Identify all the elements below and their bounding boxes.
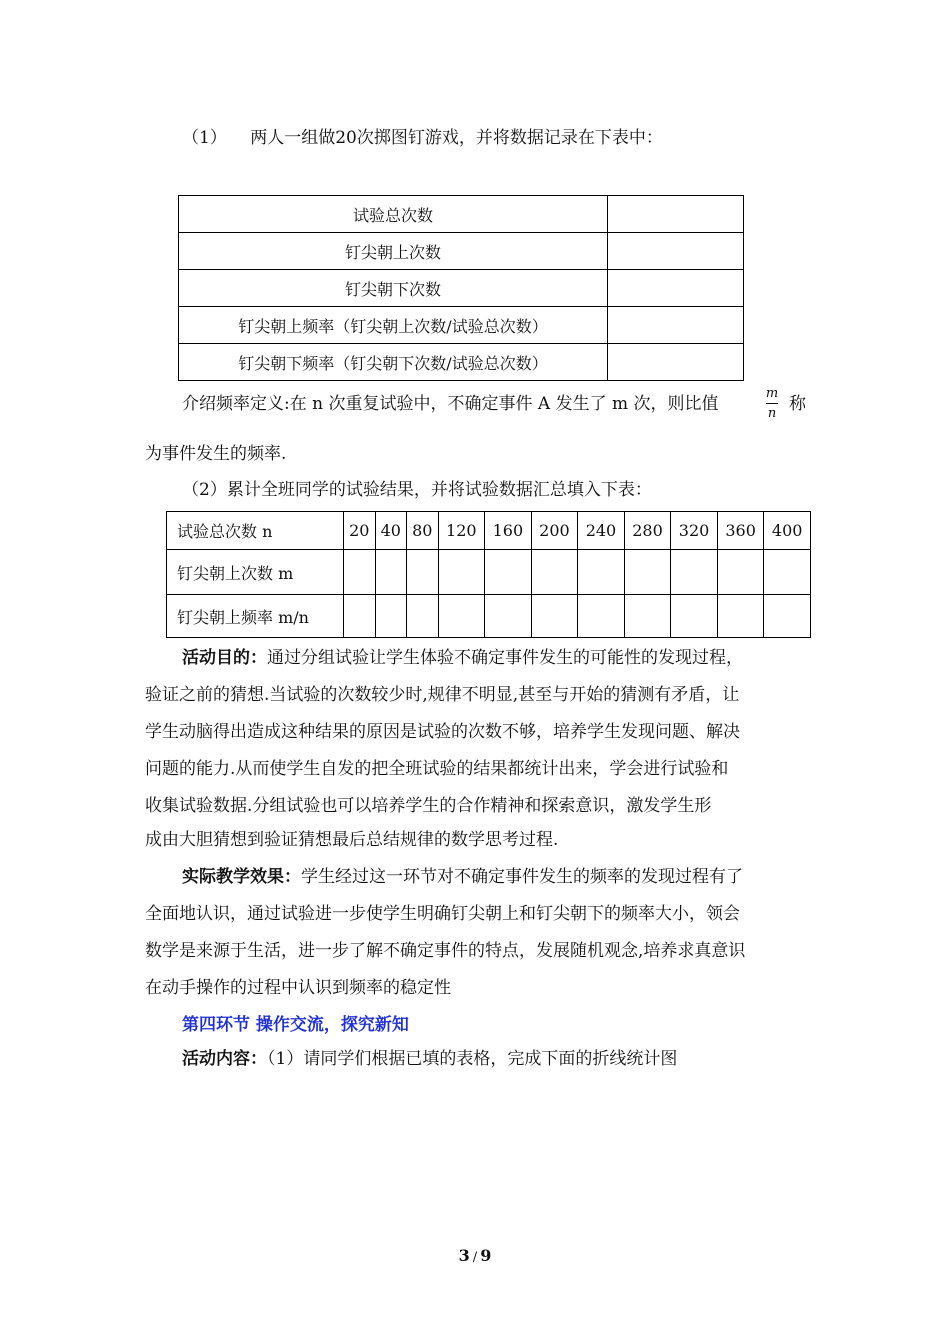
table2-value-cell: 120 (438, 512, 485, 550)
table1-row-label: 钉尖朝上次数 (179, 233, 608, 270)
page-separator: / (472, 1250, 478, 1265)
table-row (179, 307, 744, 344)
activity-text: （1）请同学们根据已填的表格，完成下面的折线统计图 (267, 1049, 678, 1069)
section2-line: （2）累计全班同学的试验结果，并将试验数据汇总填入下表： (182, 480, 652, 500)
fraction-numerator: m (765, 386, 779, 401)
table2-input-cell[interactable] (764, 595, 811, 638)
definition-line1 (182, 394, 719, 414)
table2-input-cell[interactable] (717, 595, 764, 638)
fraction-denominator: n (767, 406, 777, 421)
table1-input-cell[interactable] (608, 270, 744, 307)
purpose-line-2: 验证之前的猜想.当试验的次数较少时,规律不明显,甚至与开始的猜测有矛盾，让 (145, 685, 740, 705)
table1-input-cell[interactable] (608, 233, 744, 270)
table2-input-cell[interactable] (671, 550, 718, 595)
effect-line-2: 全面地认识，通过试验进一步使学生明确钉尖朝上和钉尖朝下的频率大小，领会 (145, 904, 740, 924)
table2-input-cell[interactable] (407, 595, 439, 638)
definition-line2: 为事件发生的频率. (145, 444, 287, 464)
effect-line-1 (182, 867, 743, 887)
page-current: 3 (458, 1246, 470, 1265)
table2-row-label: 钉尖朝上频率 m/n (167, 595, 344, 638)
table-row (167, 550, 811, 595)
table2-input-cell[interactable] (438, 595, 485, 638)
table-row (179, 270, 744, 307)
table2-value-cell: 160 (485, 512, 532, 550)
table2-input-cell[interactable] (764, 550, 811, 595)
table2-input-cell[interactable] (578, 550, 625, 595)
purpose-text: 通过分组试验让学生体验不确定事件发生的可能性的发现过程， (267, 648, 743, 668)
table2-input-cell[interactable] (485, 595, 532, 638)
table1-row-label: 试验总次数 (179, 196, 608, 233)
table-row (179, 233, 744, 270)
table2-input-cell[interactable] (344, 550, 376, 595)
table2-input-cell[interactable] (531, 595, 578, 638)
table1-row-label: 钉尖朝下频率（钉尖朝下次数/试验总次数） (179, 344, 608, 381)
table-row (167, 595, 811, 638)
table2-input-cell[interactable] (531, 550, 578, 595)
table2-input-cell[interactable] (438, 550, 485, 595)
table2-input-cell[interactable] (624, 595, 671, 638)
table1-row-label: 钉尖朝下次数 (179, 270, 608, 307)
table1-input-cell[interactable] (608, 196, 744, 233)
table1-input-cell[interactable] (608, 307, 744, 344)
class-summary-table (166, 511, 811, 638)
table2-input-cell[interactable] (578, 595, 625, 638)
table2-value-cell: 280 (624, 512, 671, 550)
activity-line (182, 1049, 677, 1069)
table-row (179, 196, 744, 233)
page-number (0, 1246, 950, 1265)
page-total: 9 (480, 1246, 492, 1265)
table2-row-label: 试验总次数 n (167, 512, 344, 550)
table2-input-cell[interactable] (717, 550, 764, 595)
table2-input-cell[interactable] (485, 550, 532, 595)
table2-value-cell: 360 (717, 512, 764, 550)
purpose-line-3: 学生动脑得出造成这种结果的原因是试验的次数不够，培养学生发现问题、解决 (145, 722, 740, 742)
table-row (167, 512, 811, 550)
table2-value-cell: 80 (407, 512, 439, 550)
definition-text: 介绍频率定义:在 n 次重复试验中，不确定事件 A 发生了 m 次，则比值 (182, 394, 719, 414)
table2-input-cell[interactable] (407, 550, 439, 595)
purpose-line-6: 成由大胆猜想到验证猜想最后总结规律的数学思考过程. (145, 830, 559, 850)
section4-heading: 第四环节 操作交流，探究新知 (182, 1015, 409, 1035)
purpose-label: 活动目的： (182, 648, 267, 668)
effect-line-4: 在动手操作的过程中认识到频率的稳定性 (145, 978, 451, 998)
section1-text: 两人一组做20次掷图钉游戏，并将数据记录在下表中： (250, 128, 663, 148)
fraction-bar (766, 403, 778, 404)
table2-input-cell[interactable] (624, 550, 671, 595)
table2-value-cell: 240 (578, 512, 625, 550)
personal-trial-table (178, 195, 744, 381)
table2-row-label: 钉尖朝上次数 m (167, 550, 344, 595)
effect-line-3: 数学是来源于生活，进一步了解不确定事件的特点，发展随机观念,培养求真意识 (145, 941, 746, 961)
table1-row-label: 钉尖朝上频率（钉尖朝上次数/试验总次数） (179, 307, 608, 344)
table2-value-cell: 40 (375, 512, 407, 550)
table2-input-cell[interactable] (344, 595, 376, 638)
purpose-line-1 (182, 648, 743, 668)
section1-line (182, 128, 663, 148)
section1-index: （1） (182, 128, 227, 148)
table2-input-cell[interactable] (375, 595, 407, 638)
table2-value-cell: 200 (531, 512, 578, 550)
table2-value-cell: 320 (671, 512, 718, 550)
table1-input-cell[interactable] (608, 344, 744, 381)
table-row (179, 344, 744, 381)
purpose-line-4: 问题的能力.从而使学生自发的把全班试验的结果都统计出来，学会进行试验和 (145, 759, 729, 779)
purpose-line-5: 收集试验数据.分组试验也可以培养学生的合作精神和探索意识，激发学生形 (145, 796, 712, 816)
effect-label: 实际教学效果： (182, 867, 301, 887)
definition-line1-end: 称 (789, 394, 806, 414)
table2-value-cell: 20 (344, 512, 376, 550)
activity-label: 活动内容： (182, 1049, 267, 1069)
table2-value-cell: 400 (764, 512, 811, 550)
effect-text: 学生经过这一环节对不确定事件发生的频率的发现过程有了 (301, 867, 743, 887)
table2-input-cell[interactable] (375, 550, 407, 595)
table2-input-cell[interactable] (671, 595, 718, 638)
